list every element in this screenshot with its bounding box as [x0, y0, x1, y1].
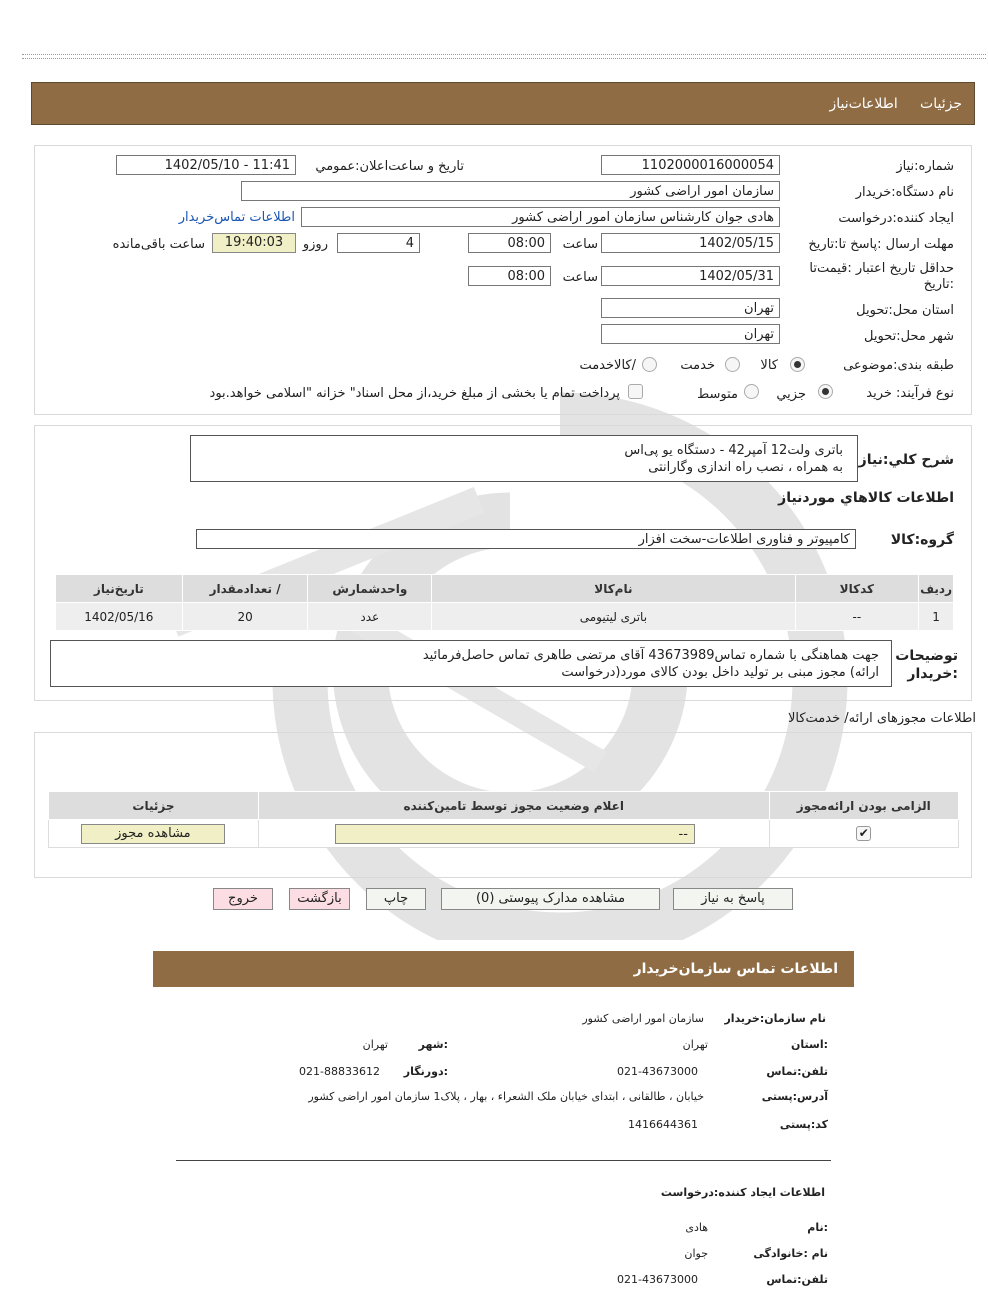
- category-option-service: خدمت: [680, 358, 715, 373]
- permits-table: [48, 791, 959, 848]
- goods-table-header: [56, 575, 954, 603]
- creator-field: هادی جوان کارشناس سازمان امور اراضی کشور: [301, 207, 780, 227]
- days-label: روزو: [302, 237, 328, 252]
- announce-date-field: 1402/05/10 - 11:41: [116, 155, 296, 175]
- breadcrumb-details[interactable]: جزئیات: [920, 96, 962, 112]
- permits-table-header: [49, 792, 959, 820]
- col-code: کدکالا: [795, 575, 919, 603]
- col-row: ردیف: [919, 575, 954, 603]
- table-row: [56, 603, 954, 631]
- postal-code-label: کد:پستی: [779, 1118, 828, 1131]
- breadcrumb-need-info[interactable]: اطلاعات‌نیاز: [829, 96, 898, 112]
- col-permit-required: الزامی بودن ارائه‌مجوز: [769, 792, 958, 820]
- cell-permit-required: [769, 820, 958, 848]
- creator-phone-label: تلفن:تماس: [766, 1273, 828, 1286]
- col-name: نام‌کالا: [432, 575, 795, 603]
- validity-time-label: ساعت: [562, 270, 598, 285]
- contact-phone-value: 021-43673000: [617, 1065, 698, 1078]
- address-label: آدرس:پستی: [761, 1090, 828, 1103]
- validity-date-field: 1402/05/31: [601, 266, 780, 286]
- contact-province-label: :استان: [791, 1038, 828, 1051]
- remaining-label: ساعت باقی‌مانده: [112, 237, 205, 252]
- remaining-time-counter: 19:40:03: [212, 233, 296, 253]
- description-line-1: باتری ولت12 آمپر42 - دستگاه یو پی‌اس: [624, 443, 843, 458]
- col-unit: واحدشمارش: [308, 575, 432, 603]
- contact-city-value: تهران: [362, 1038, 388, 1051]
- contact-phone-label: تلفن:تماس: [766, 1065, 828, 1078]
- deadline-time-field: 08:00: [468, 233, 551, 253]
- treasury-payment-checkbox[interactable]: [628, 384, 643, 399]
- cell-permit-status: [258, 820, 769, 848]
- fax-label: :دورنگار: [403, 1065, 448, 1078]
- goods-group-field: کامپیوتر و فناوری اطلاعات-سخت افزار: [196, 529, 856, 549]
- table-row: [49, 820, 959, 848]
- col-permit-details: جزئیات: [49, 792, 259, 820]
- cell-row: 1: [919, 603, 954, 631]
- goods-group-label: گروه:کالا: [890, 532, 954, 548]
- permit-status-field: --: [335, 824, 695, 844]
- category-option-goods: کالا: [760, 358, 778, 373]
- top-divider: [22, 54, 986, 59]
- cell-unit: عدد: [308, 603, 432, 631]
- treasury-payment-note: پرداخت تمام یا بخشی از مبلغ خرید،از محل اسناد" خزانه "اسلامی خواهد.بود: [209, 386, 620, 401]
- back-button[interactable]: بازگشت: [289, 888, 350, 910]
- description-box: [190, 435, 858, 482]
- announce-label: تاریخ و ساعت‌اعلان:عمومي: [315, 159, 464, 174]
- buyer-notes-line-2: ارائه) مجوز مبنی بر تولید داخل بودن کالای مورد(درخواست: [561, 665, 879, 680]
- creator-info-title: اطلاعات ایجاد کننده:درخواست: [660, 1186, 825, 1199]
- description-line-2: به همراه ، نصب راه اندازی وگارانتی: [648, 460, 843, 475]
- creator-family-label: نام :خانوادگی: [753, 1247, 828, 1260]
- buyer-notes-label-1: توضیحات: [895, 648, 958, 664]
- category-radio-goods[interactable]: [790, 357, 805, 372]
- postal-code-value: 1416644361: [628, 1118, 698, 1131]
- buyer-field: سازمان امور اراضی کشور: [241, 181, 780, 201]
- goods-table: [55, 574, 954, 631]
- category-radio-goods-service[interactable]: [642, 357, 657, 372]
- process-label: نوع فرآیند: خرید: [866, 386, 954, 401]
- category-radio-service[interactable]: [725, 357, 740, 372]
- contact-divider: [176, 1160, 831, 1161]
- org-label: نام سازمان:خریدار: [724, 1012, 826, 1025]
- category-option-goods-service: /کالاخدمت: [579, 358, 636, 373]
- contact-city-label: :شهر: [418, 1038, 448, 1051]
- category-label: طبقه بندی:موضوعی: [843, 358, 954, 373]
- validity-label-1: حداقل تاریخ اعتبار :قیمت‌تا: [809, 261, 954, 276]
- view-permit-button[interactable]: مشاهده مجوز: [81, 824, 225, 844]
- cell-code: --: [795, 603, 919, 631]
- process-option-medium: متوسط: [697, 387, 738, 402]
- org-value: سازمان امور اراضی کشور: [582, 1012, 704, 1025]
- col-quantity: / تعدادمقدار: [182, 575, 308, 603]
- address-value: خیابان ، طالقانی ، ابتدای خیابان ملک الشعراء ، بهار ، پلاک1 سازمان امور اراضی کشور: [308, 1090, 704, 1103]
- contact-province-value: تهران: [682, 1038, 708, 1051]
- buyer-contact-link[interactable]: اطلاعات تماس‌خریدار: [178, 210, 295, 225]
- cell-need-date: 1402/05/16: [56, 603, 183, 631]
- col-need-date: تاریخ‌نیاز: [56, 575, 183, 603]
- process-option-minor: جزیي: [776, 387, 806, 402]
- page-header: [31, 82, 975, 125]
- buyer-notes-box: [50, 640, 892, 687]
- print-button[interactable]: چاپ: [366, 888, 426, 910]
- buyer-notes-label-2: :خریدار: [907, 666, 958, 682]
- buyer-label: نام دستگاه:خریدار: [855, 185, 954, 200]
- buyer-notes-line-1: جهت هماهنگی با شماره تماس43673989 آقای مرتضی طاهری تماس حاصل‌فرمائید: [422, 648, 879, 663]
- cell-permit-details: [49, 820, 259, 848]
- creator-label: ایجاد کننده:درخواست: [838, 211, 954, 226]
- goods-info-label: اطلاعات کالاهاي مورد‌نیاز: [778, 490, 954, 506]
- days-field: 4: [337, 233, 420, 253]
- process-radio-minor[interactable]: [818, 384, 833, 399]
- permit-required-checkbox[interactable]: ✔: [856, 826, 871, 841]
- creator-name-value: هادی: [685, 1221, 708, 1234]
- view-attachments-button[interactable]: مشاهده مدارک پیوستی (0): [441, 888, 660, 910]
- validity-label-2: :تاریخ: [923, 277, 954, 292]
- process-radio-medium[interactable]: [744, 384, 759, 399]
- cell-quantity: 20: [182, 603, 308, 631]
- deadline-label: مهلت ارسال :پاسخ تا:تاریخ: [808, 237, 954, 252]
- creator-phone-value: 021-43673000: [617, 1273, 698, 1286]
- city-label: شهر محل:تحویل: [864, 329, 954, 344]
- fax-value: 021-88833612: [299, 1065, 380, 1078]
- province-field: تهران: [601, 298, 780, 318]
- contact-header: اطلاعات تماس سازمان‌خریدار: [153, 951, 854, 987]
- province-label: استان محل:تحویل: [856, 303, 954, 318]
- need-number-label: شماره:نیاز: [896, 159, 954, 174]
- creator-name-label: :نام: [807, 1221, 828, 1234]
- description-label: شرح کلي:نیاز: [858, 452, 954, 468]
- permits-section-label: اطلاعات مجوزهای ارائه/ خدمت‌کالا: [787, 711, 976, 726]
- exit-button[interactable]: خروج: [213, 888, 273, 910]
- reply-to-need-button[interactable]: پاسخ به نیاز: [673, 888, 793, 910]
- deadline-time-label: ساعت: [562, 237, 598, 252]
- cell-name: باتری لیتیومی: [432, 603, 795, 631]
- need-number-field: 1102000016000054: [601, 155, 780, 175]
- deadline-date-field: 1402/05/15: [601, 233, 780, 253]
- city-field: تهران: [601, 324, 780, 344]
- creator-family-value: جوان: [684, 1247, 708, 1260]
- validity-time-field: 08:00: [468, 266, 551, 286]
- col-permit-status: اعلام وضعیت مجوز توسط تامین‌کننده: [258, 792, 769, 820]
